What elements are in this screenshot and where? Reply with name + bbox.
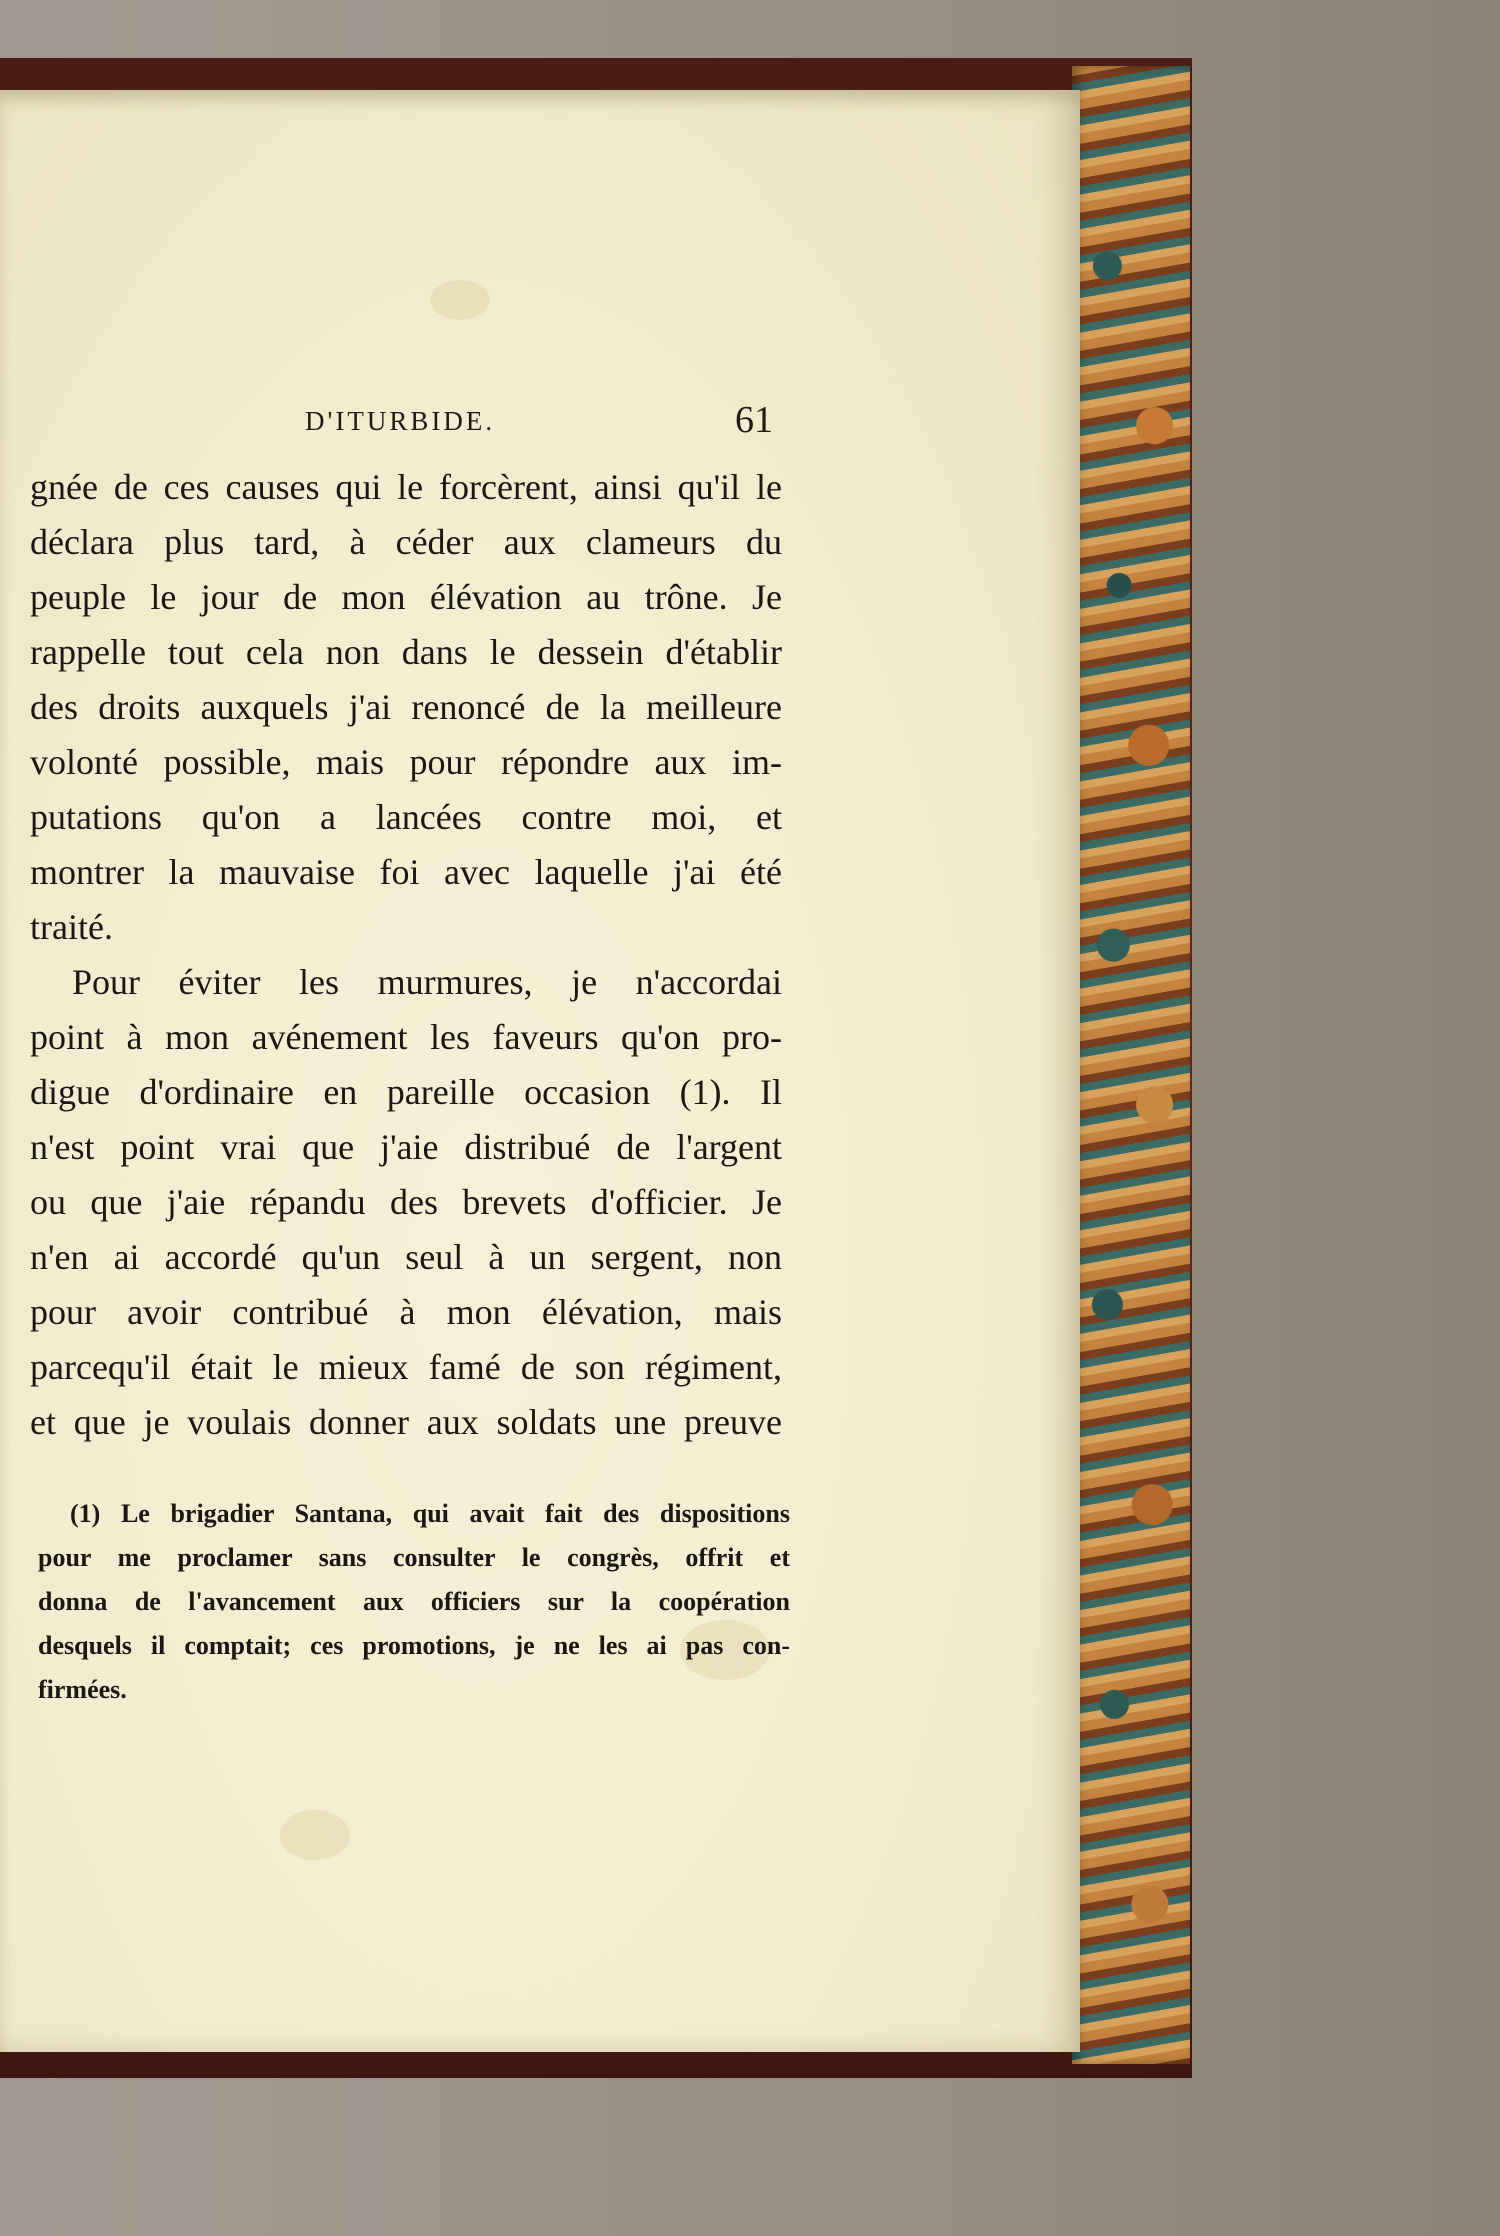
marbled-fore-edge: [1072, 66, 1190, 2064]
text-line: peuple le jour de mon élévation au trône. Je: [30, 577, 782, 617]
text-line: gnée de ces causes qui le forcèrent, ainsi qu'il le: [30, 467, 782, 507]
footnote-line: desquels il comptait; ces promotions, je ne les ai pas con-: [38, 1631, 790, 1660]
text-line: ou que j'aie répandu des brevets d'officier. Je: [30, 1182, 782, 1222]
text-line: Pour éviter les murmures, je n'accordai: [72, 962, 782, 1002]
text-line: putations qu'on a lancées contre moi, et: [30, 797, 782, 837]
footnote-line: pour me proclamer sans consulter le congrès, offrit et: [38, 1543, 790, 1572]
text-line: traité.: [30, 907, 113, 947]
footnote: [38, 1492, 790, 1712]
text-line: déclara plus tard, à céder aux clameurs du: [30, 522, 782, 562]
body-text: [30, 460, 782, 1450]
paper-stain: [430, 280, 490, 320]
text-line: rappelle tout cela non dans le dessein d'établir: [30, 632, 782, 672]
paper-stain: [280, 1810, 350, 1860]
text-line: n'en ai accordé qu'un seul à un sergent, non: [30, 1237, 782, 1277]
running-head: [275, 399, 775, 446]
footnote-line: firmées.: [38, 1675, 127, 1704]
running-title: D'ITURBIDE.: [305, 406, 496, 436]
text-line: point à mon avénement les faveurs qu'on pro-: [30, 1017, 782, 1057]
footnote-line: donna de l'avancement aux officiers sur la coopération: [38, 1587, 790, 1616]
text-line: et que je voulais donner aux soldats une preuve: [30, 1402, 782, 1442]
footnote-line: (1) Le brigadier Santana, qui avait fait des dispositions: [70, 1499, 790, 1528]
text-line: n'est point vrai que j'aie distribué de l'argent: [30, 1127, 782, 1167]
page-number: 61: [735, 399, 773, 441]
text-line: digue d'ordinaire en pareille occasion (1). Il: [30, 1072, 782, 1112]
text-line: pour avoir contribué à mon élévation, mais: [30, 1292, 782, 1332]
text-line: des droits auxquels j'ai renoncé de la meilleure: [30, 687, 782, 727]
text-line: volonté possible, mais pour répondre aux im-: [30, 742, 782, 782]
book-page: [0, 90, 1080, 2052]
text-line: parcequ'il était le mieux famé de son régiment,: [30, 1347, 782, 1387]
text-line: montrer la mauvaise foi avec laquelle j'ai été: [30, 852, 782, 892]
